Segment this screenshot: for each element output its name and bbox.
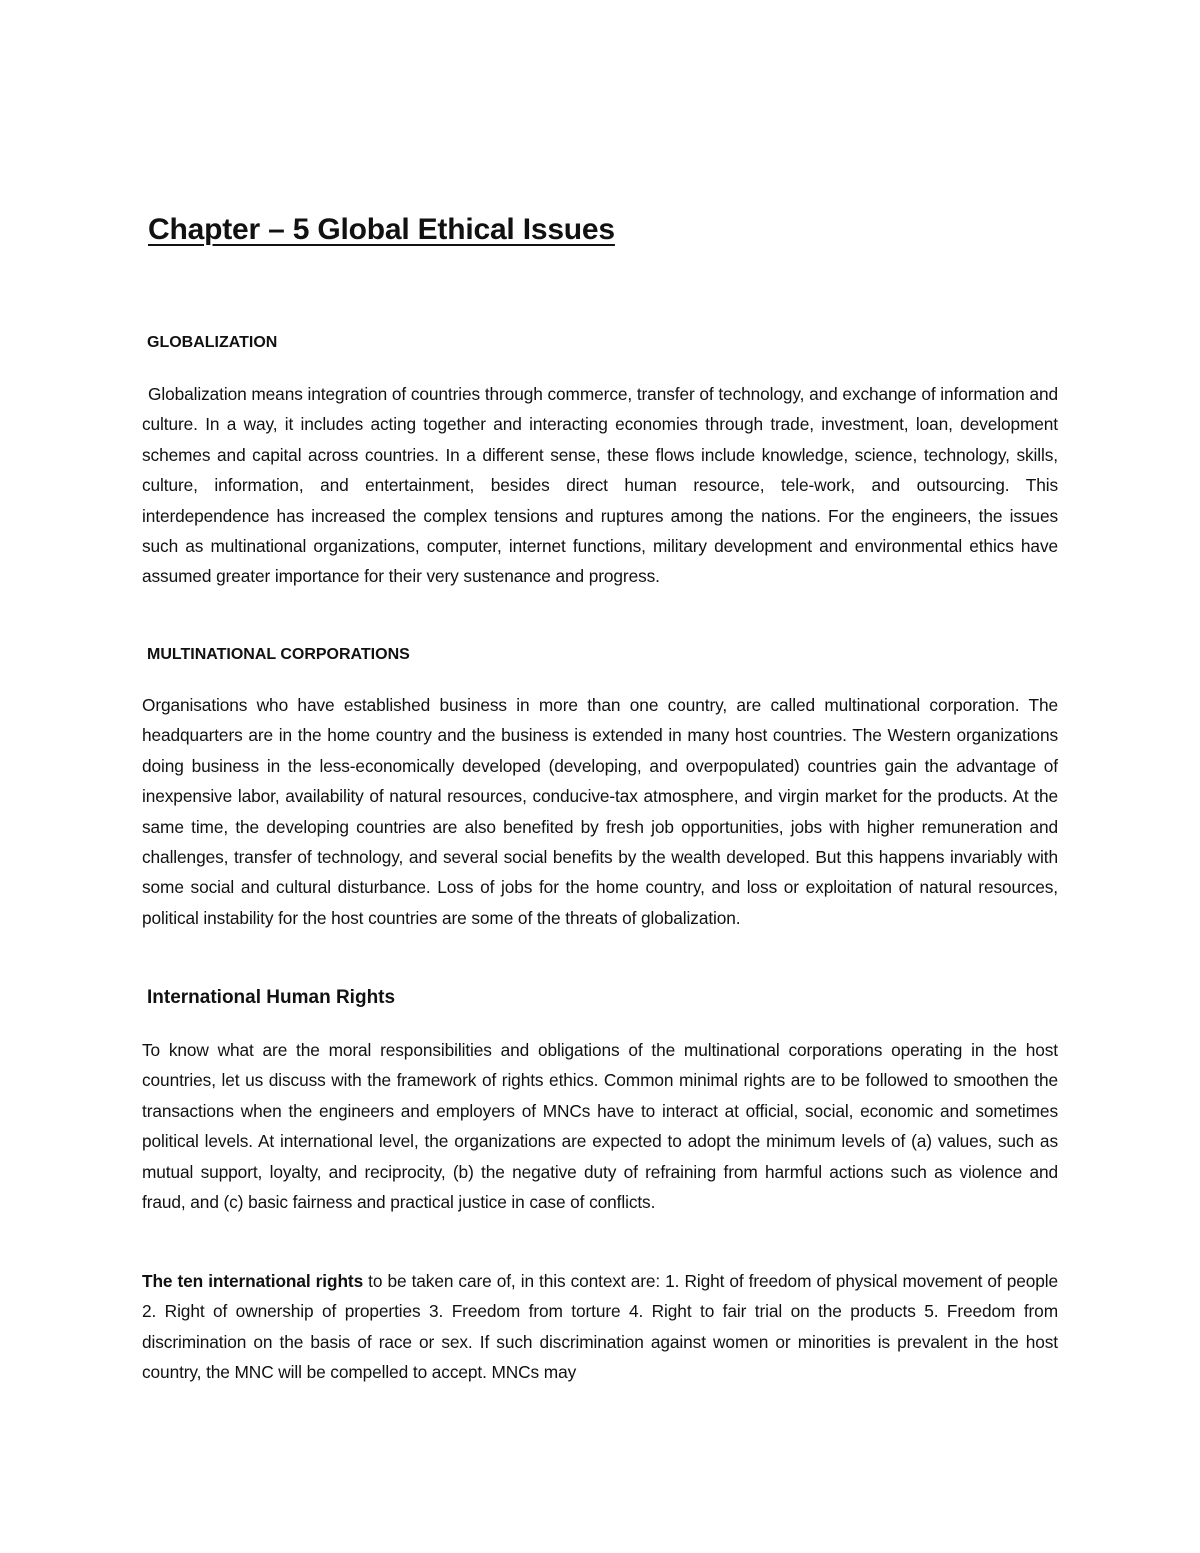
ten-rights-text: to be taken care of, in this context are: 1. Right of freedom of physical movement of people 2. Right of ownership of properties 3. Freedom from torture 4. Right to fair trial on the products 5. Freedom from discrimination on the basis of race or sex. If such discrimination against women or minorities is prevalent in the host country, the MNC will be compelled to accept. MNCs may (142, 1271, 1058, 1383)
section-heading-globalization: GLOBALIZATION (147, 334, 278, 351)
ten-rights-lead: The ten international rights (142, 1271, 364, 1291)
section-heading-multinational-corporations: MULTINATIONAL CORPORATIONS (147, 646, 410, 663)
paragraph-multinational-corporations: Organisations who have established business in more than one country, are called multinational corporation. The headquarters are in the home country and the business is extended in many host countries. The Western organizations doing business in the less-economically developed (developing, and overpopulated) countries gain the advantage of inexpensive labor, availability of natural resources, conducive-tax atmosphere, and virgin market for the products. At the same time, the developing countries are also benefited by fresh job opportunities, jobs with higher remuneration and challenges, transfer of technology, and several social benefits by the wealth developed. But this happens invariably with some social and cultural disturbance. Loss of jobs for the home country, and loss or exploitation of natural resources, political instability for the host countries are some of the threats of globalization. (142, 695, 1058, 928)
paragraph-ten-international-rights (142, 1266, 1058, 1388)
paragraph-globalization: Globalization means integration of countries through commerce, transfer of technology, and exchange of information and culture. In a way, it includes acting together and interacting economies through trade, investment, loan, development schemes and capital across countries. In a different sense, these flows include knowledge, science, technology, skills, culture, information, and entertainment, besides direct human resource, tele-work, and outsourcing. This interdependence has increased the complex tensions and ruptures among the nations. For the engineers, the issues such as multinational organizations, computer, internet functions, military development and environmental ethics have assumed greater importance for their very sustenance and progress. (142, 384, 1058, 587)
section-heading-international-human-rights: International Human Rights (147, 987, 396, 1008)
page-title: Chapter – 5 Global Ethical Issues (148, 213, 615, 246)
paragraph-international-human-rights: To know what are the moral responsibilities and obligations of the multinational corporations operating in the host countries, let us discuss with the framework of rights ethics. Common minimal rights are to be followed to smoothen the transactions when the engineers and employers of MNCs have to interact at official, social, economic and sometimes political levels. At international level, the organizations are expected to adopt the minimum levels of (a) values, such as mutual support, loyalty, and reciprocity, (b) the negative duty of refraining from harmful actions such as violence and fraud, and (c) basic fairness and practical justice in case of conflicts. (142, 1040, 1058, 1213)
